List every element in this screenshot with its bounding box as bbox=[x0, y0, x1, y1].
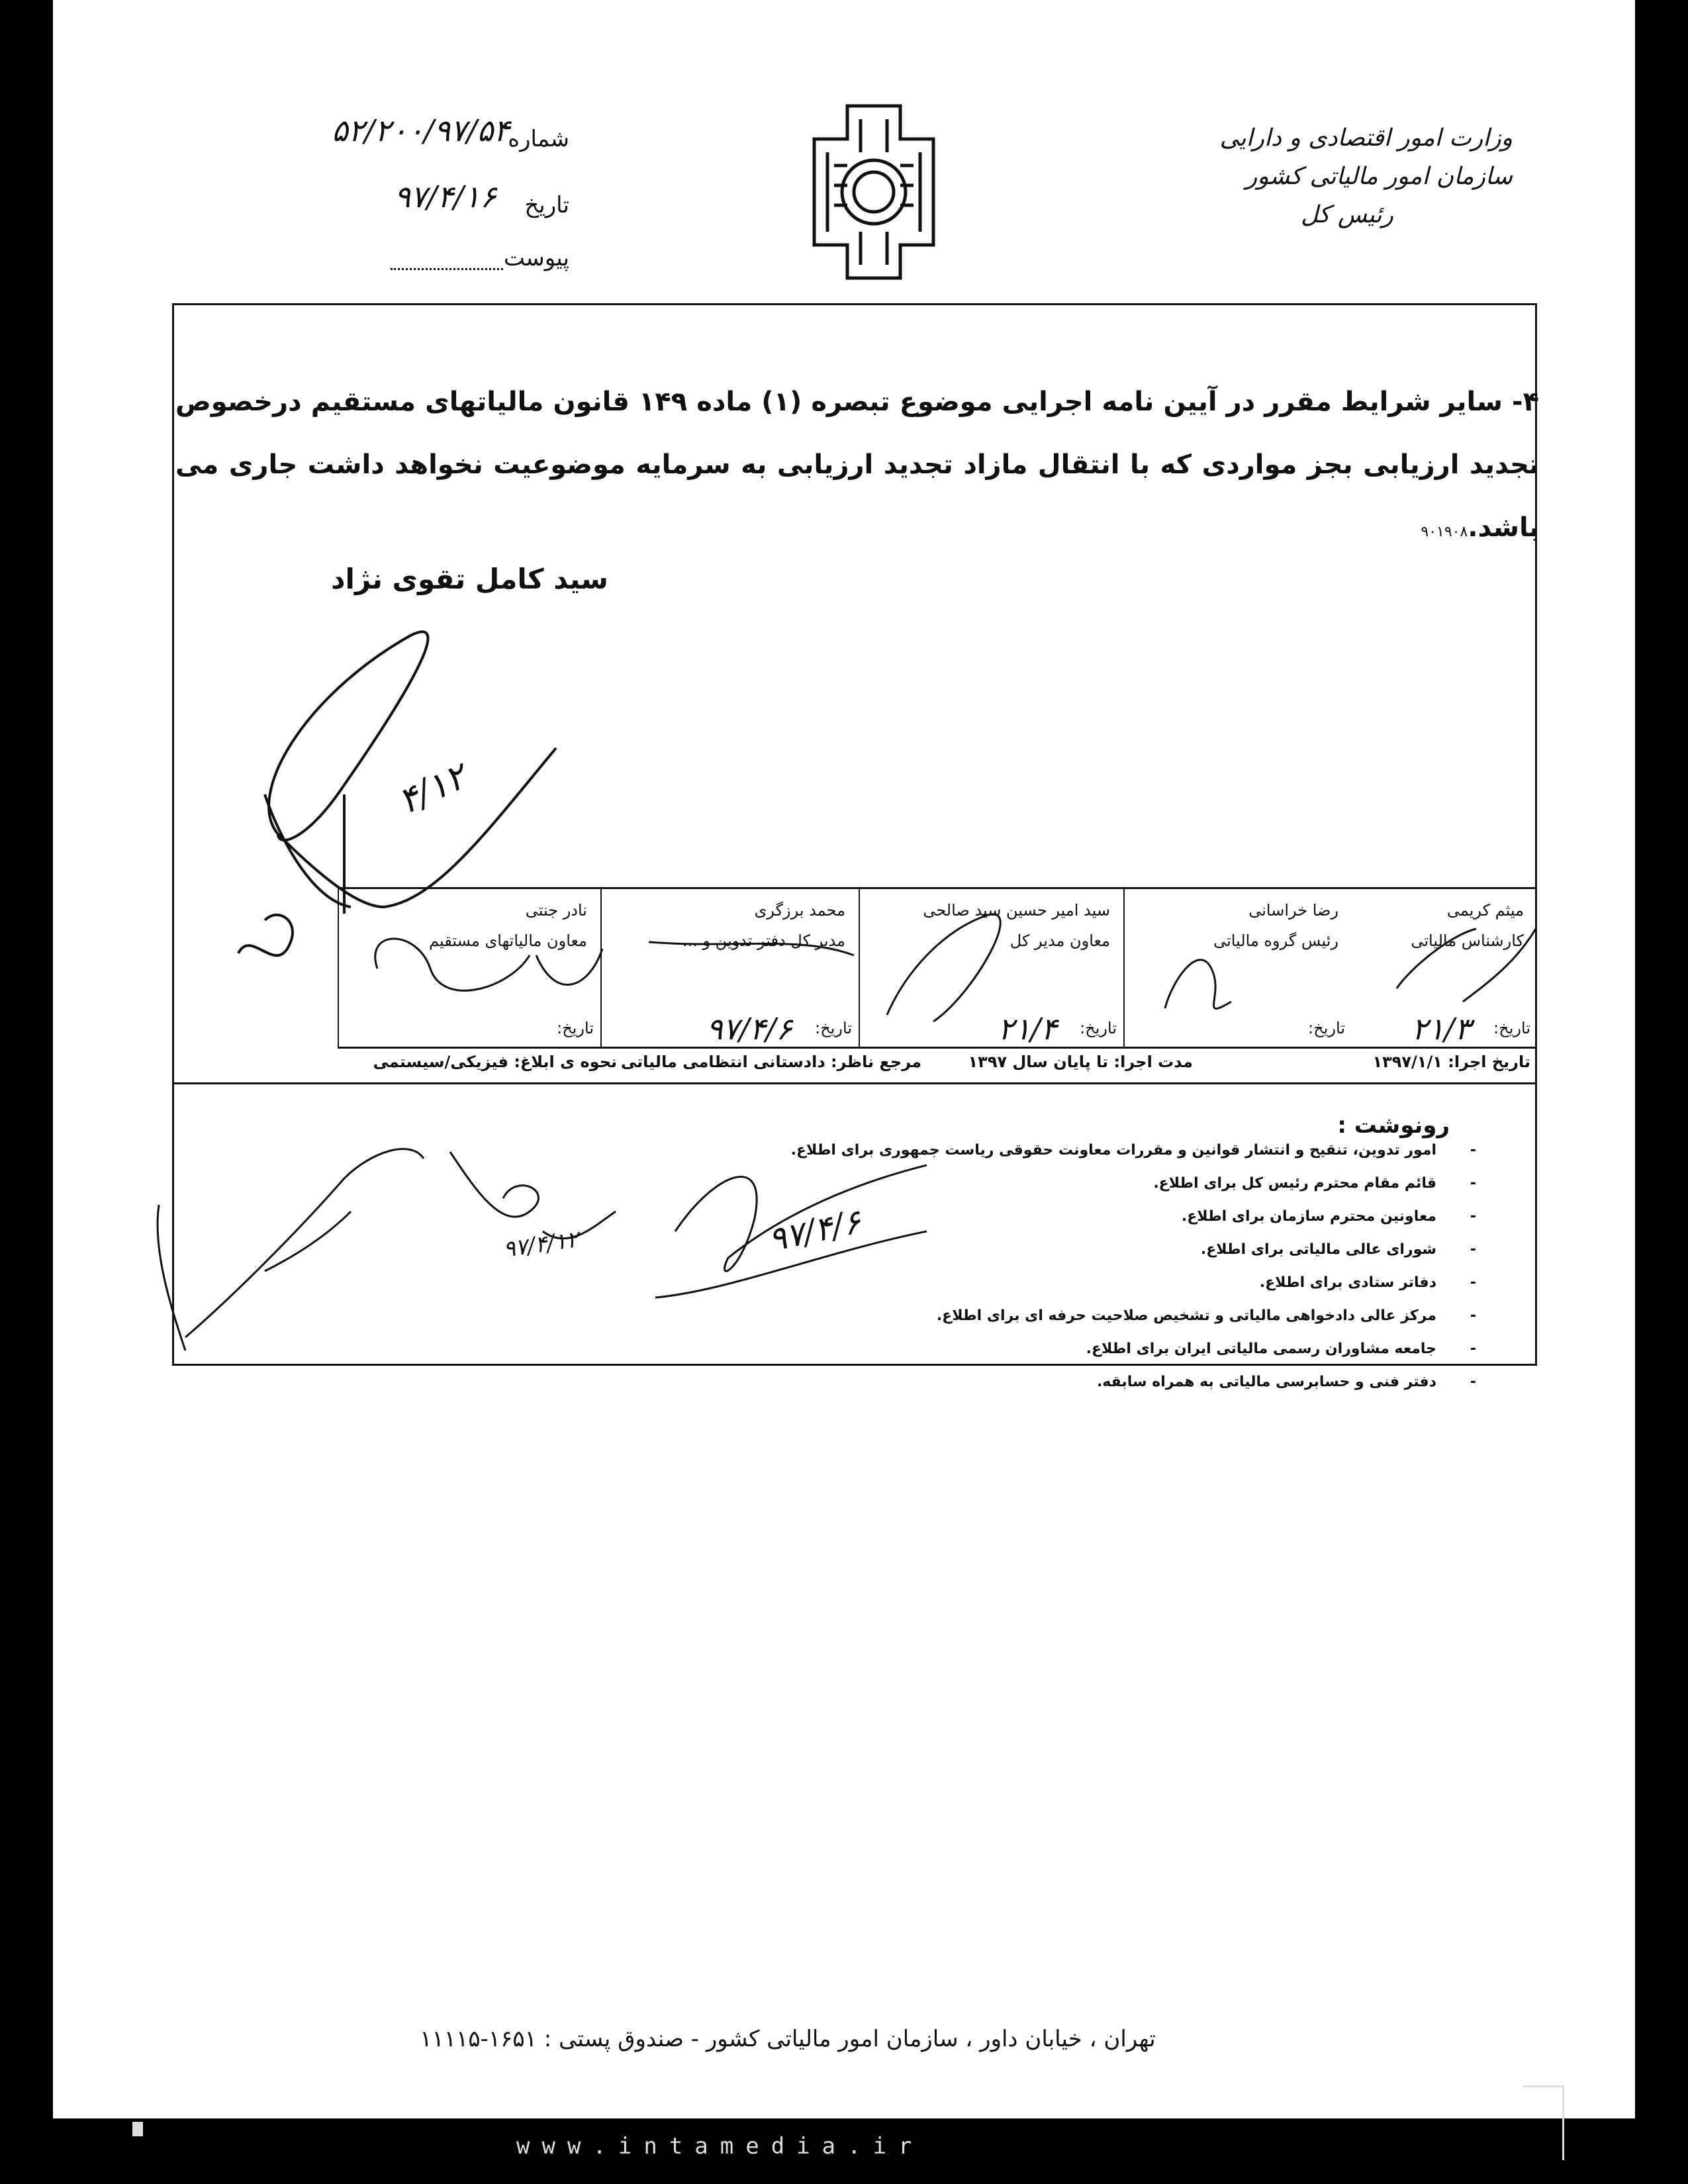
corner-mark bbox=[1523, 2085, 1564, 2160]
signer-name: سید کامل تقوی نژاد bbox=[331, 563, 608, 595]
approval-date-label: تاریخ: bbox=[557, 1019, 594, 1037]
approver-name: رضا خراسانی bbox=[1248, 901, 1338, 920]
cc-item: - امور تدوین، تنقیح و انتشار قوانین و مقررات معاونت حقوقی ریاست جمهوری برای اطلاع. bbox=[790, 1142, 1476, 1159]
execution-date: تاریخ اجرا: ۱۳۹۷/۱/۱ bbox=[1372, 1053, 1530, 1071]
ministry-header bbox=[1142, 119, 1513, 234]
approver-name: میثم کریمی bbox=[1446, 901, 1524, 920]
approver-role: کارشناس مالیاتی bbox=[1411, 931, 1524, 950]
approver-role: معاون مالیاتهای مستقیم bbox=[429, 931, 587, 950]
cc-item: - دفتر فنی و حسابرسی مالیاتی به همراه سابقه. bbox=[1096, 1374, 1476, 1390]
body-paragraph bbox=[175, 371, 1539, 563]
cc-item: - مرکز عالی دادخواهی مالیاتی و تشخیص صلاحیت حرفه ای برای اطلاع. bbox=[936, 1307, 1476, 1324]
approver-name: محمد برزگری bbox=[754, 901, 845, 920]
ministry-line: رئیس کل bbox=[1300, 201, 1393, 228]
execution-duration: مدت اجرا: تا پایان سال ۱۳۹۷ bbox=[968, 1053, 1193, 1071]
approval-date-label: تاریخ: bbox=[1493, 1019, 1530, 1037]
approver-name: نادر جنتی bbox=[525, 901, 587, 920]
execution-row bbox=[172, 1045, 1537, 1084]
ministry-line: وزارت امور اقتصادی و دارایی bbox=[1219, 124, 1513, 152]
notification-method: نحوه ی ابلاغ: فیزیکی/سیستمی bbox=[373, 1053, 617, 1071]
approval-date-label: تاریخ: bbox=[815, 1019, 852, 1037]
date-value: ۹۷/۴/۱۶ bbox=[394, 179, 496, 214]
approver-role: معاون مدیر کل bbox=[1009, 931, 1110, 950]
number-label: شماره bbox=[508, 126, 569, 152]
paragraph-tail: ۹۰۱۹۰۸ bbox=[1421, 524, 1468, 540]
website-link[interactable]: www.intamedia.ir bbox=[516, 2133, 924, 2160]
signature-mark: ۴/۱۲ bbox=[391, 755, 473, 823]
document-page bbox=[53, 0, 1635, 2118]
cc-item: - شورای عالی مالیاتی برای اطلاع. bbox=[1200, 1241, 1476, 1258]
cc-item: - قائم مقام محترم رئیس کل برای اطلاع. bbox=[1153, 1175, 1476, 1192]
number-value: ۵۲/۲۰۰/۹۷/۵۴ bbox=[332, 113, 510, 148]
approver-role: مدیر کل دفتر تدوین و ... bbox=[682, 931, 845, 950]
emblem-logo bbox=[788, 99, 960, 285]
approval-table bbox=[338, 887, 1537, 1049]
approval-date-label: تاریخ: bbox=[1080, 1019, 1117, 1037]
attachment-label: پیوست bbox=[503, 245, 569, 271]
approval-signatures bbox=[338, 889, 1537, 1047]
cc-title: رونوشت : bbox=[1337, 1112, 1450, 1139]
cc-item: - جامعه مشاوران رسمی مالیاتی ایران برای اطلاع. bbox=[1086, 1341, 1476, 1357]
approval-date-label: تاریخ: bbox=[1308, 1019, 1345, 1037]
approval-date-value: ۲۱/۳ bbox=[1411, 1011, 1471, 1047]
cc-item: - دفاتر ستادی برای اطلاع. bbox=[1259, 1274, 1476, 1291]
approver-role: رئیس گروه مالیاتی bbox=[1213, 931, 1338, 950]
approval-date-value: ۹۷/۴/۶ bbox=[706, 1011, 792, 1047]
handwritten-note: ۹۷/۴/۱۲ bbox=[501, 1226, 581, 1263]
supervising-authority: مرجع ناظر: دادستانی انتظامی مالیاتی bbox=[620, 1053, 921, 1071]
paragraph-text: ۴- سایر شرایط مقرر در آیین نامه اجرایی موضوع تبصره (۱) ماده ۱۴۹ قانون مالیاتهای مستقیم درخصوص تجدید ارزیابی بجز مواردی که با انتقال مازاد تجدید ارزیابی به سرمایه موضوعیت نخواهد داشت جاری می باشد. bbox=[175, 387, 1539, 543]
cc-item: - معاونین محترم سازمان برای اطلاع. bbox=[1181, 1208, 1476, 1225]
approver-name: سید امیر حسین سید صالحی bbox=[923, 901, 1110, 920]
approval-date-value: ۲۱/۴ bbox=[998, 1011, 1057, 1047]
handwritten-notes bbox=[132, 1099, 1059, 1377]
ministry-line: سازمان امور مالیاتی کشور bbox=[1245, 163, 1513, 190]
page-marker-icon bbox=[132, 2122, 143, 2136]
footer-address: تهران ، خیابان داور ، سازمان امور مالیاتی کشور - صندوق پستی : ۱۶۵۱-۱۱۱۱۵ bbox=[420, 2026, 1156, 2052]
handwritten-note: ۹۷/۴/۶ bbox=[765, 1202, 865, 1260]
attachment-line bbox=[391, 268, 503, 270]
date-label: تاریخ bbox=[524, 192, 569, 218]
